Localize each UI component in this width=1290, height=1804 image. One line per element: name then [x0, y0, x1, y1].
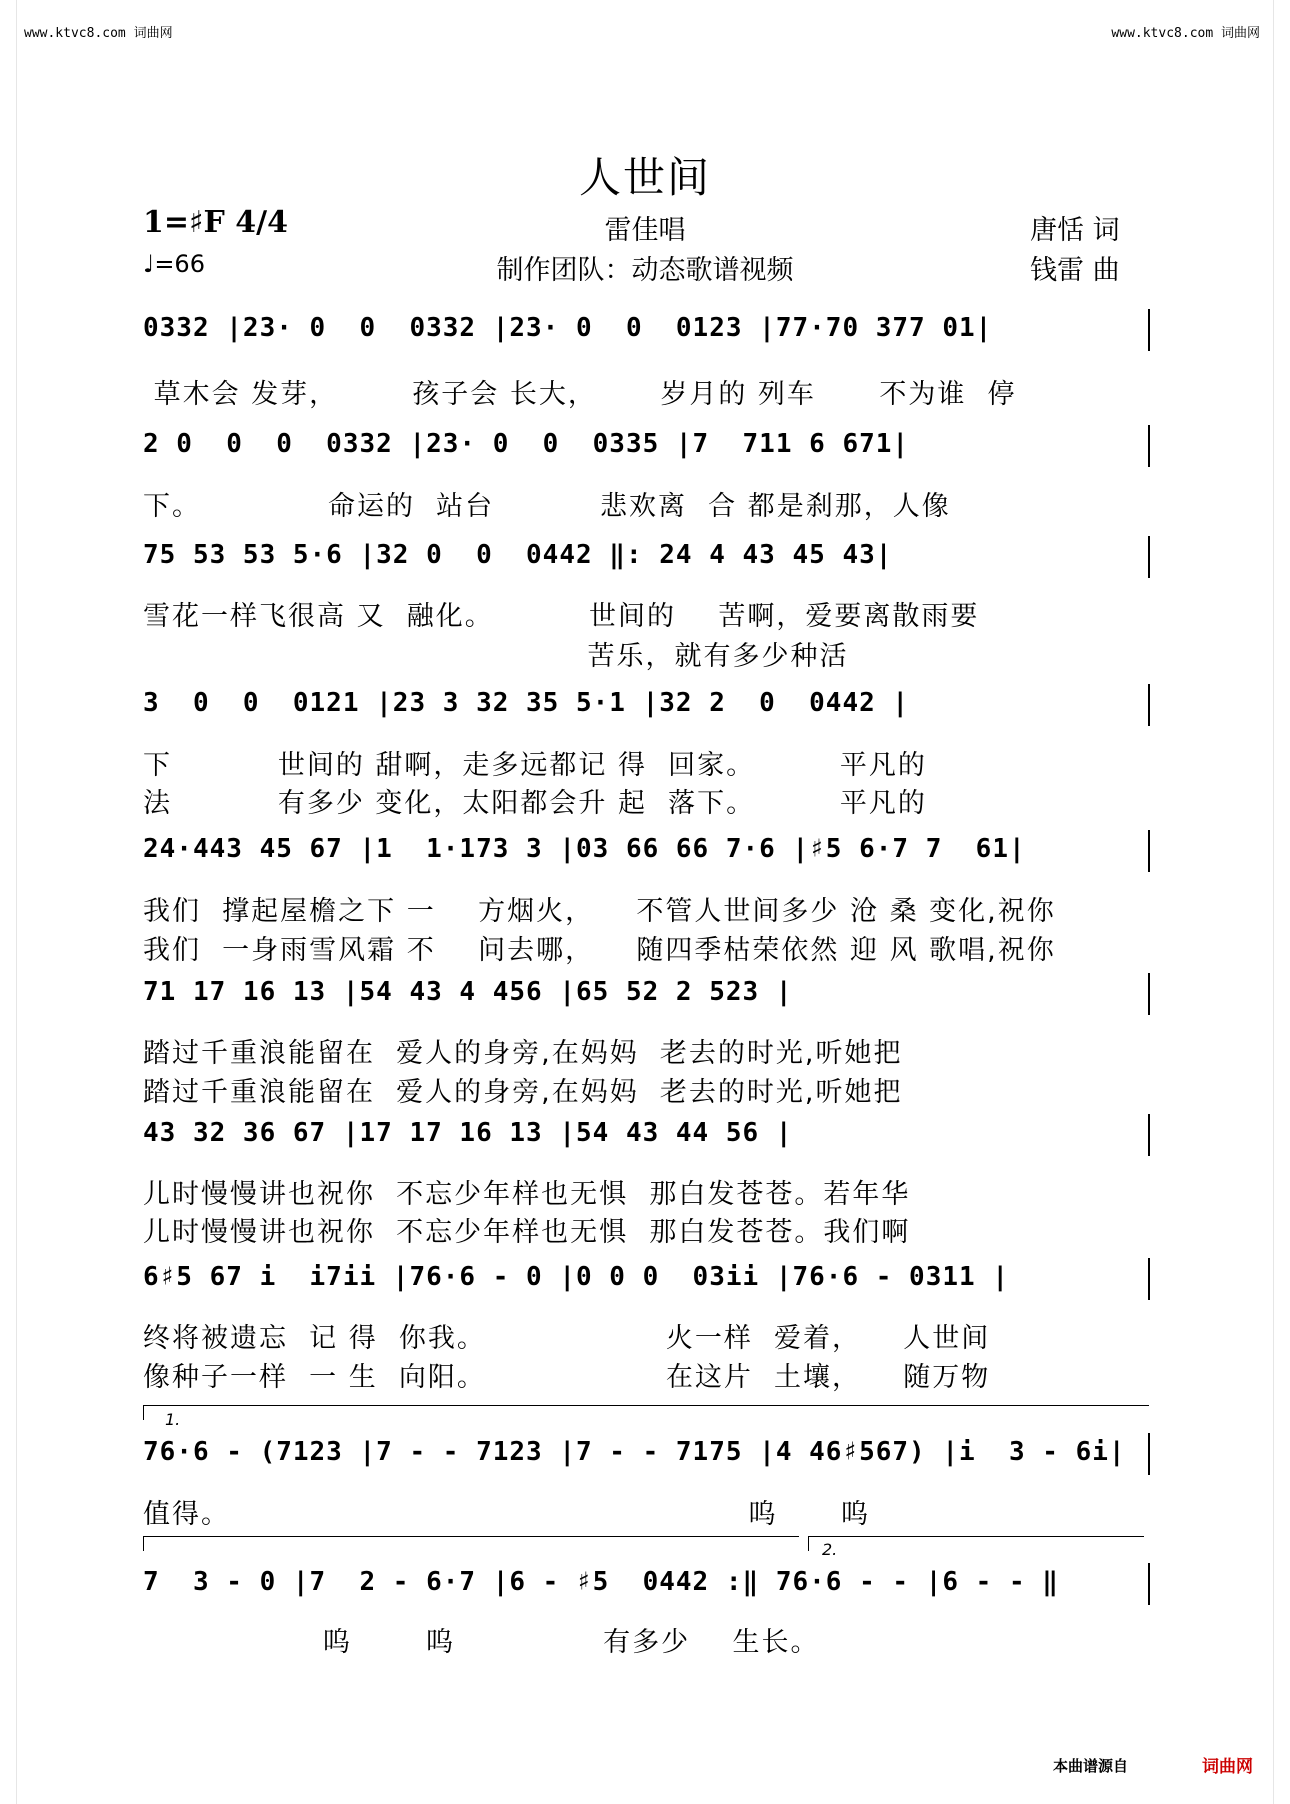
lyric-line: 我们 撑起屋檐之下 一 方烟火， 不管人世间多少 沧 桑 变化,祝你: [143, 896, 1056, 927]
notation-line: 7 3 - 0 |7 2 - 6·7 |6 - ♯5 0442 :‖ 76·6 - - |6 - - ‖: [143, 1567, 1059, 1597]
notation-line: 71 17 16 13 |54 43 4 456 |65 52 2 523 |: [143, 977, 793, 1007]
notation-line: 0332 |23· 0 0 0332 |23· 0 0 0123 |77·70 377 01|: [143, 313, 993, 343]
footer-source: 本曲谱源自: [1053, 1757, 1129, 1775]
end-barline: [1148, 1563, 1150, 1605]
lyric-line: 终将被遗忘 记 得 你我。 火一样 爱着， 人世间: [143, 1323, 991, 1354]
lyric-line: 我们 一身雨雪风霜 不 问去哪， 随四季枯荣依然 迎 风 歌唱,祝你: [143, 935, 1056, 966]
end-barline: [1148, 1114, 1150, 1156]
end-barline: [1148, 1258, 1150, 1300]
notation-line: 2 0 0 0 0332 |23· 0 0 0335 |7 711 6 671|: [143, 429, 910, 459]
lyric-line: 像种子一样 一 生 向阳。 在这片 土壤， 随万物: [143, 1362, 991, 1393]
song-title: 人世间: [578, 153, 711, 202]
lyric-line: 儿时慢慢讲也祝你 不忘少年样也无惧 那白发苍苍。我们啊: [143, 1217, 911, 1248]
end-barline: [1148, 973, 1150, 1015]
lyric-line: 法 有多少 变化，太阳都会升 起 落下。 平凡的: [143, 788, 927, 819]
end-barline: [1148, 684, 1150, 726]
notation-line: 76·6 - (7123 |7 - - 7123 |7 - - 7175 |4 46♯567) |i 3 - 6i|: [143, 1437, 1126, 1467]
lyric-line: 雪花一样飞很高 又 融化。 世间的 苦啊，爱要离散雨要: [143, 601, 980, 632]
lyric-line: 值得。 呜 呜: [143, 1499, 871, 1530]
end-barline: [1148, 536, 1150, 578]
footer-logo[interactable]: 词曲网: [1202, 1757, 1253, 1777]
notation-line: 3 0 0 0121 |23 3 32 35 5·1 |32 2 0 0442 |: [143, 688, 910, 718]
production-team: 制作团队：动态歌谱视频: [496, 255, 794, 286]
lyric-line: 苦乐，就有多少种活: [143, 641, 849, 672]
lyric-line: 踏过千重浪能留在 爱人的身旁,在妈妈 老去的时光,听她把: [143, 1038, 903, 1069]
lyric-line: 呜 呜 有多少 生长。: [143, 1627, 820, 1658]
volta-second-label: 2.: [822, 1540, 838, 1559]
end-barline: [1148, 425, 1150, 467]
volta-first-end: [143, 1536, 799, 1551]
lyric-line: 踏过千重浪能留在 爱人的身旁,在妈妈 老去的时光,听她把: [143, 1077, 903, 1108]
lyric-line: 下。 命运的 站台 悲欢离 合 都是刹那，人像: [143, 491, 951, 522]
notation-line: 75 53 53 5·6 |32 0 0 0442 ‖: 24 4 43 45 43|: [143, 540, 893, 570]
notation-line: 6♯5 67 i i7ii |76·6 - 0 |0 0 0 03ii |76·6 - 0311 |: [143, 1262, 1009, 1292]
notation-line: 24·443 45 67 |1 1·173 3 |03 66 66 7·6 |♯5 6·7 7 61|: [143, 834, 1026, 864]
volta-first: [143, 1405, 1149, 1420]
lyric-line: 下 世间的 甜啊，走多远都记 得 回家。 平凡的: [143, 750, 927, 781]
lyric-line: 草木会 发芽， 孩子会 长大， 岁月的 列车 不为谁 停: [143, 379, 1017, 410]
site-url-left[interactable]: www.ktvc8.com 词曲网: [24, 26, 173, 41]
volta-first-label: 1.: [165, 1410, 181, 1429]
end-barline: [1148, 830, 1150, 872]
composer-credit: 钱雷 曲: [1030, 255, 1120, 286]
singer: 雷佳唱: [604, 215, 686, 246]
key-signature: 1=♯F 4/4: [143, 205, 288, 240]
volta-second: [808, 1536, 1144, 1551]
site-url-right[interactable]: www.ktvc8.com 词曲网: [1111, 26, 1260, 41]
end-barline: [1148, 309, 1150, 351]
lyricist-credit: 唐恬 词: [1030, 215, 1120, 246]
tempo-marking: ♩=66: [143, 250, 205, 278]
notation-line: 43 32 36 67 |17 17 16 13 |54 43 44 56 |: [143, 1118, 793, 1148]
lyric-line: 儿时慢慢讲也祝你 不忘少年样也无惧 那白发苍苍。若年华: [143, 1179, 911, 1210]
end-barline: [1148, 1433, 1150, 1475]
